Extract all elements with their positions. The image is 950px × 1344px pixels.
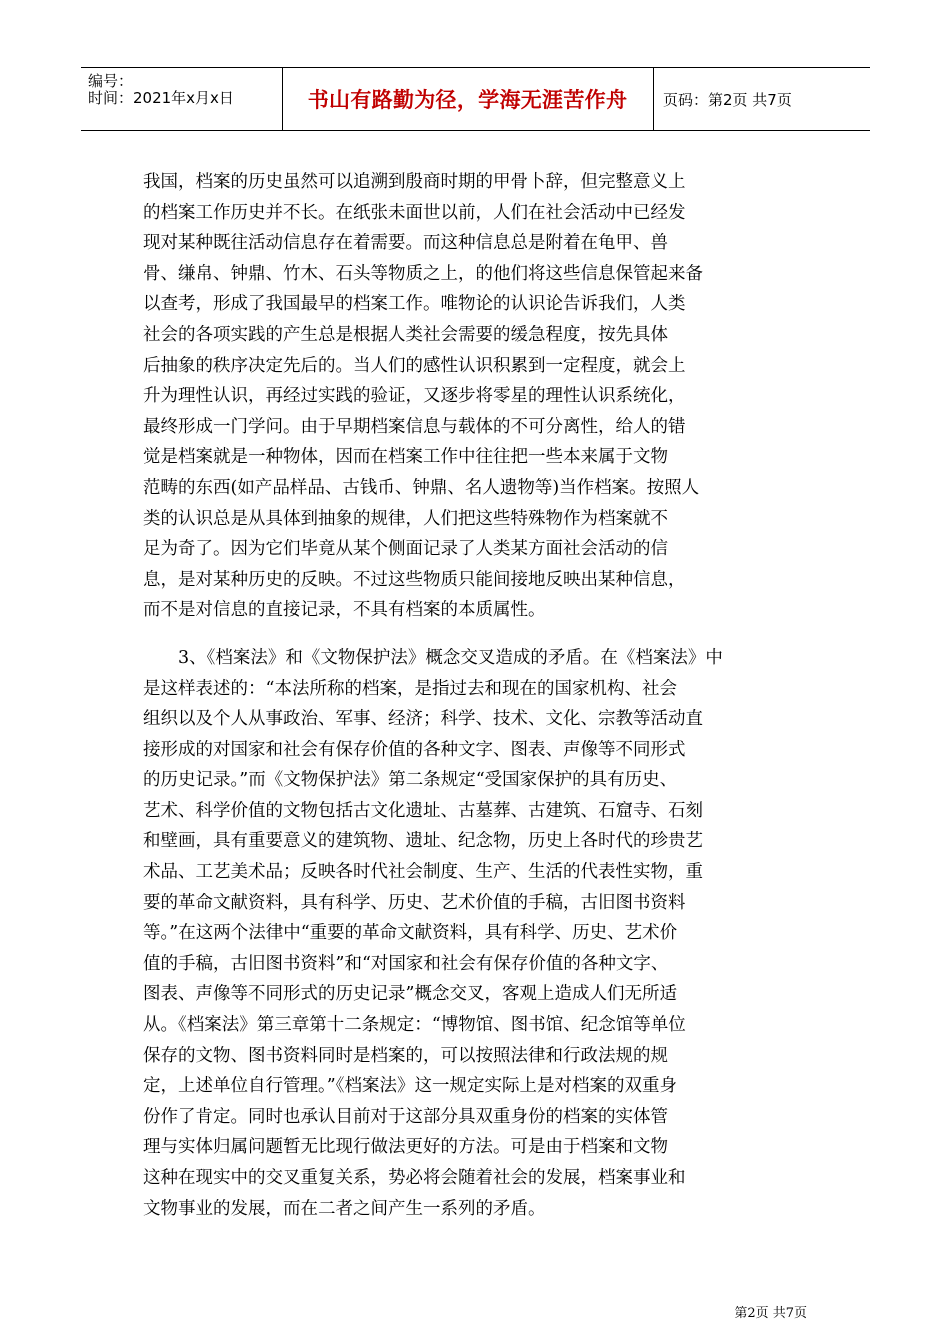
motto-text: 书山有路勤为径，学海无涯苦作舟 <box>307 88 628 112</box>
text-line: 息，是对某种历史的反映。不过这些物质只能间接地反映出某种信息， <box>143 569 686 590</box>
text-line: 的档案工作历史并不长。在纸张未面世以前，人们在社会活动中已经发 <box>143 202 686 223</box>
text-line: 接形成的对国家和社会有保存价值的各种文字、图表、声像等不同形式 <box>143 739 686 760</box>
text-line: 现对某种既往活动信息存在着需要。而这种信息总是附着在龟甲、兽 <box>143 233 668 254</box>
header-page-cell <box>663 68 870 130</box>
text-line: 的历史记录。”而《文物保护法》第二条规定“受国家保护的具有历史、 <box>143 770 678 791</box>
header-meta-cell <box>81 68 282 130</box>
header-motto-cell <box>283 68 652 130</box>
text-line: 骨、缣帛、钟鼎、竹木、石头等物质之上，的他们将这些信息保管起来备 <box>143 263 703 284</box>
header-divider-right <box>653 68 654 130</box>
text-line: 最终形成一门学问。由于早期档案信息与载体的不可分离性，给人的错 <box>143 416 686 437</box>
text-line: 定，上述单位自行管理。”《档案法》这一规定实际上是对档案的双重身 <box>143 1076 677 1097</box>
paragraph-1 <box>143 167 813 626</box>
text-line: 艺术、科学价值的文物包括古文化遗址、古墓葬、古建筑、石窟寺、石刻 <box>143 800 703 821</box>
text-line: 而不是对信息的直接记录，不具有档案的本质属性。 <box>143 600 546 621</box>
header-page-info: 页码：第2页 共7页 <box>663 90 792 109</box>
text-line: 等。”在这两个法律中“重要的革命文献资料，具有科学、历史、艺术价 <box>143 923 678 944</box>
page-footer: 第2页 共7页 <box>734 1306 807 1321</box>
text-line: 保存的文物、图书资料同时是档案的，可以按照法律和行政法规的规 <box>143 1045 668 1066</box>
text-line: 和壁画，具有重要意义的建筑物、遗址、纪念物，历史上各时代的珍贵艺 <box>143 831 703 852</box>
text-line: 理与实体归属问题暂无比现行做法更好的方法。可是由于档案和文物 <box>143 1137 668 1158</box>
text-line: 3、《档案法》和《文物保护法》概念交叉造成的矛盾。在《档案法》中 <box>143 647 723 668</box>
text-line: 觉是档案就是一种物体，因而在档案工作中往往把一些本来属于文物 <box>143 447 668 468</box>
text-line: 后抽象的秩序决定先后的。当人们的感性认识积累到一定程度，就会上 <box>143 355 686 376</box>
text-line: 范畴的东西(如产品样品、古钱币、钟鼎、名人遗物等)当作档案。按照人 <box>143 477 700 498</box>
text-line: 组织以及个人从事政治、军事、经济；科学、技术、文化、宗教等活动直 <box>143 709 703 730</box>
text-line: 术品、工艺美术品；反映各时代社会制度、生产、生活的代表性实物，重 <box>143 862 703 883</box>
text-line: 图表、声像等不同形式的历史记录”概念交叉，客观上造成人们无所适 <box>143 984 677 1005</box>
text-line: 社会的各项实践的产生总是根据人类社会需要的缓急程度，按先具体 <box>143 324 668 345</box>
text-line: 类的认识总是从具体到抽象的规律，人们把这些特殊物作为档案就不 <box>143 508 668 529</box>
text-line: 以查考，形成了我国最早的档案工作。唯物论的认识论告诉我们，人类 <box>143 294 686 315</box>
text-line: 升为理性认识，再经过实践的验证，又逐步将零星的理性认识系统化， <box>143 386 686 407</box>
text-line: 这种在现实中的交叉重复关系，势必将会随着社会的发展，档案事业和 <box>143 1168 686 1188</box>
date-text: 时间：2021年x月x日 <box>88 89 234 107</box>
document-body <box>143 167 813 1224</box>
text-line: 是这样表述的：“本法所称的档案，是指过去和现在的国家机构、社会 <box>143 678 677 699</box>
text-line: 值的手稿，古旧图书资料”和“对国家和社会有保存价值的各种文字、 <box>143 953 669 974</box>
serial-number-label: 编号： <box>88 72 134 90</box>
page-header <box>81 67 870 131</box>
text-line: 文物事业的发展，而在二者之间产生一系列的矛盾。 <box>143 1198 546 1219</box>
text-line: 要的革命文献资料，具有科学、历史、艺术价值的手稿，古旧图书资料 <box>143 892 686 913</box>
text-line: 从。《档案法》第三章第十二条规定：“博物馆、图书馆、纪念馆等单位 <box>143 1015 686 1036</box>
text-line: 份作了肯定。同时也承认目前对于这部分具双重身份的档案的实体管 <box>143 1106 668 1127</box>
text-line: 足为奇了。因为它们毕竟从某个侧面记录了人类某方面社会活动的信 <box>143 539 668 560</box>
paragraph-2 <box>143 643 813 1224</box>
text-line: 我国，档案的历史虽然可以追溯到殷商时期的甲骨卜辞，但完整意义上 <box>143 172 686 192</box>
